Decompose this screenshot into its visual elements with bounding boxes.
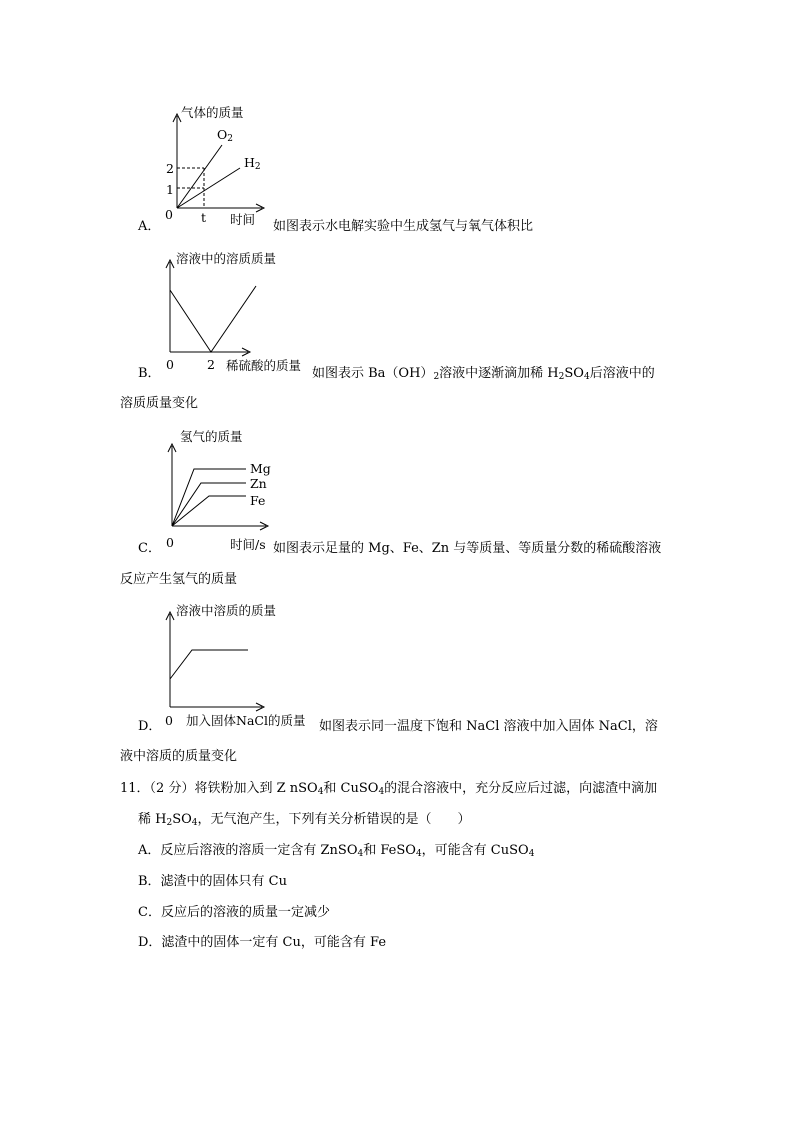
graph-d-ylabel: 溶液中溶质的质量 [176, 603, 277, 618]
option-b-text-cont: 溶质质量变化 [120, 396, 199, 411]
question-11-line2: 稀 $H_2SO_4$，无气泡产生，下列有关分析错误的是（ ） [138, 812, 471, 828]
graph-a-origin: 0 [165, 207, 173, 222]
graph-b-origin: 0 [166, 357, 174, 372]
graph-d-xlabel: 加入固体NaCl的质量 [186, 713, 306, 728]
question-11-line1: 11．（2 分）将铁粉加入到 Z nSO$_4$和 CuSO$_4$的混合溶液中，充分反应后过滤，向滤渣中滴加 [120, 781, 658, 797]
option-b-letter: B． [138, 366, 161, 381]
option-c-text-cont: 反应产生氢气的质量 [120, 572, 238, 587]
graph-d-curve [170, 650, 248, 679]
option-d-text-cont: 液中溶质的质量变化 [120, 749, 238, 764]
graph-c-xlabel: 时间/s [230, 537, 266, 552]
question-11-option-a: A．反应后溶液的溶质一定含有 ZnSO$_4$和 FeSO$_4$，可能含有 CuSO$_4$ [138, 843, 535, 859]
option-a-text: 如图表示水电解实验中生成氢气与氧气体积比 [273, 219, 534, 234]
graph-c-origin: 0 [166, 535, 174, 550]
option-d-text: 如图表示同一温度下饱和 NaCl 溶液中加入固体 NaCl，溶 [319, 719, 658, 734]
graph-a-ylabel: 气体的质量 [181, 105, 244, 120]
option-b-text: 如图表示 $Ba(OH)_2$溶液中逐渐滴加稀 $H_2SO_4$后溶液中的 [312, 366, 655, 382]
graph-a-tick-1: 1 [166, 182, 174, 197]
graph-d-origin: 0 [165, 713, 173, 728]
option-d-letter: D． [138, 719, 162, 734]
option-c-text: 如图表示足量的 Mg、Fe、Zn 与等质量、等质量分数的稀硫酸溶液 [273, 541, 662, 556]
graph-a-xlabel: 时间 [230, 212, 256, 227]
option-a-letter: A． [138, 219, 161, 234]
graph-b-ylabel: 溶液中的溶质质量 [176, 251, 277, 266]
question-11-option-d: D．滤渣中的固体一定有 Cu，可能含有 Fe [138, 935, 387, 950]
graph-c-label-mg: Mg [250, 461, 271, 476]
graph-a-label-o2: $O_2$ [217, 127, 233, 144]
graph-a-label-h2: $H_2$ [244, 155, 261, 172]
graph-c-label-fe: Fe [250, 493, 266, 508]
question-11-option-b: B．滤渣中的固体只有 Cu [138, 874, 288, 889]
graph-b-tick-2: 2 [207, 357, 215, 372]
graph-c-label-zn: Zn [250, 476, 267, 491]
graph-a-tick-2: 2 [166, 161, 174, 176]
question-11-option-c: C．反应后的溶液的质量一定减少 [138, 905, 330, 920]
graph-c-ylabel: 氢气的质量 [180, 429, 243, 444]
option-c-letter: C． [138, 541, 161, 556]
graph-b-xlabel: 稀硫酸的质量 [226, 358, 302, 373]
graph-a-tick-t: t [201, 210, 207, 225]
